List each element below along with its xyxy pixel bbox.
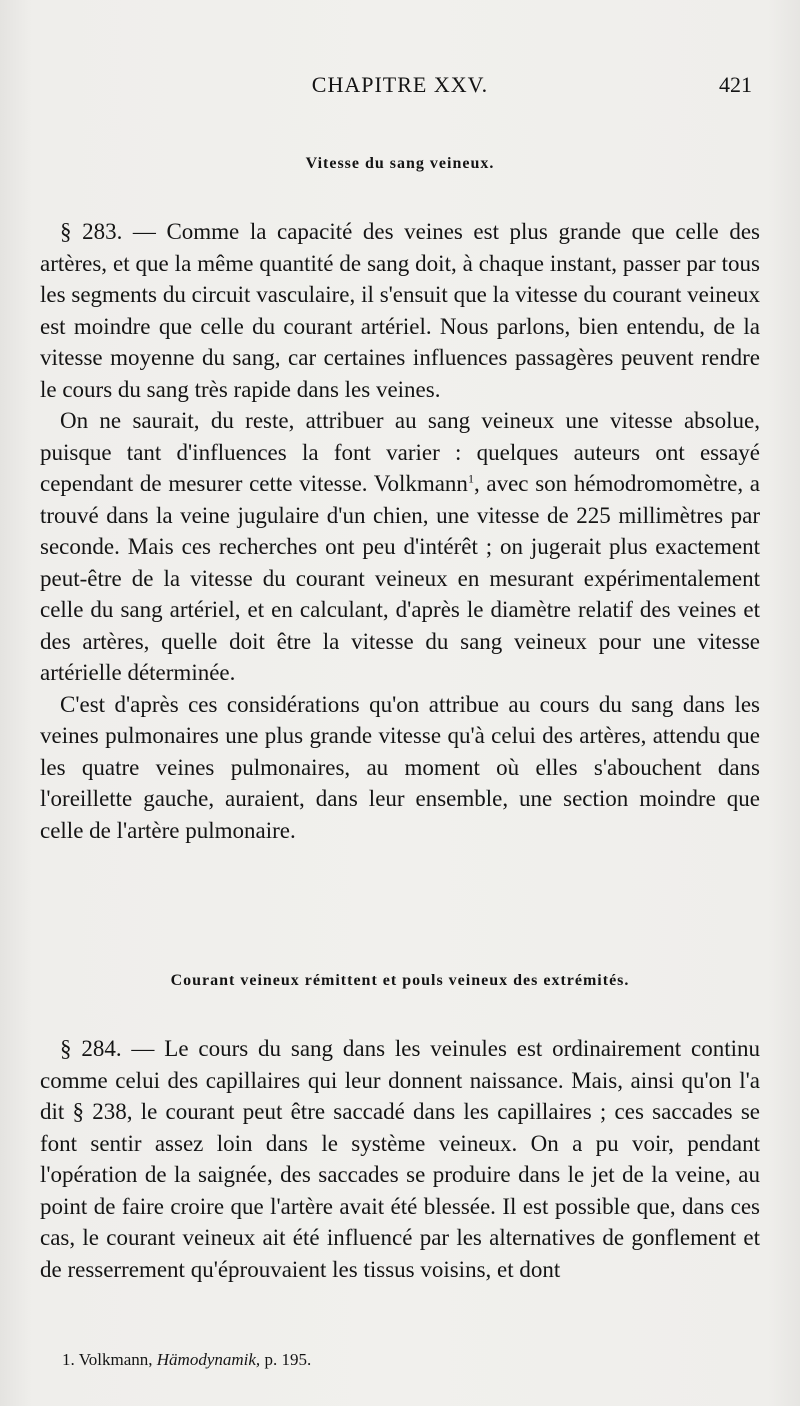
paragraph-volkmann [40, 405, 760, 689]
running-header [40, 72, 760, 102]
footnote-work: Hämodynamik, [156, 1350, 261, 1369]
paragraph-pulmonaires: C'est d'après ces considérations qu'on attribue au cours du sang dans les veines pulmonaires une plus grande vitesse qu'à celui des artères, attendu que les quatre veines pulmonaires, au moment où elles s'abouchent dans l'oreillette gauche, auraient, dans leur ensemble, une section moindre que celle de l'artère pulmonaire. [40, 691, 760, 843]
footnote-page: p. 195. [264, 1350, 312, 1369]
footnote-number: 1. [62, 1350, 75, 1369]
paragraph-284: § 284. — Le cours du sang dans les veinules est ordinairement continu comme celui des capillaires qui leur donnent naissance. Mais, ainsi qu'on l'a dit § 238, le courant peut être saccadé dans les capillaires ; ces saccades se font sentir assez loin dans le système veineux. On a pu voir, pendant l'opération de la saignée, des saccades se produire dans le jet de la veine, au point de faire croire que l'artère avait été blessée. Il est possible que, dans ces cas, le courant veineux ait été influencé par les alternatives de gonflement et de resserrement qu'éprouvaient les tissus voisins, et dont [40, 1036, 760, 1282]
section-title-vitesse: Vitesse du sang veineux. [305, 155, 495, 172]
chapter-heading: CHAPITRE XXV. [311, 72, 489, 97]
footnote-marker: 1 [467, 471, 474, 486]
paragraph-volkmann-start: On ne saurait, du reste, attribuer au sang veineux une vitesse absolue, puisque tant d'influences la font varier : quelques auteurs ont essayé cependant de mesurer cette vitesse. Volkmann [40, 408, 760, 496]
footnote-author: Volkmann, [78, 1350, 153, 1369]
page-number: 421 [719, 72, 752, 97]
section-body-vitesse [40, 216, 760, 846]
section-body-courant [40, 1033, 760, 1285]
section-title-courant: Courant veineux rémittent et pouls veineux des extrémités. [170, 972, 630, 989]
footnote [62, 1350, 311, 1370]
paragraph-283: § 283. — Comme la capacité des veines est plus grande que celle des artères, et que la même quantité de sang doit, à chaque instant, passer par tous les segments du circuit vasculaire, il s'ensuit que la vitesse du courant veineux est moindre que celle du courant artériel. Nous parlons, bien entendu, de la vitesse moyenne du sang, car certaines influences passagères peuvent rendre le cours du sang très rapide dans les veines. [40, 219, 760, 402]
paragraph-volkmann-rest: , avec son hémodromomètre, a trouvé dans la veine jugulaire d'un chien, une vitesse de 225 millimètres par seconde. Mais ces recherches ont peu d'intérêt ; on jugerait plus exactement peut-être de la vitesse du courant veineux en mesurant expérimentalement celle du sang artériel, et en calculant, d'après le diamètre relatif des veines et des artères, quelle doit être la vitesse du sang veineux pour une vitesse artérielle déterminée. [40, 471, 760, 685]
